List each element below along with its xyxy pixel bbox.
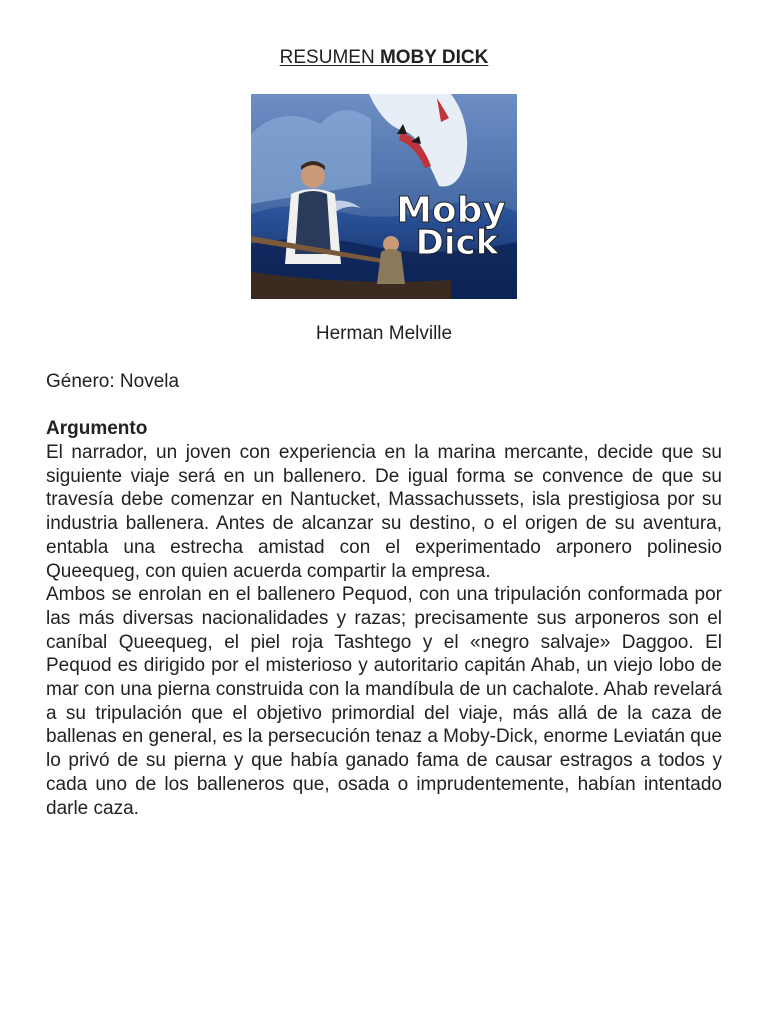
title-bold: MOBY DICK (379, 47, 489, 68)
document-page (46, 0, 722, 1024)
author-name: Herman Melville (315, 323, 453, 344)
paragraph-1: El narrador, un joven con experiencia en la marina mercante, decide que su siguiente viaje será en un ballenero. De igual forma se convence de que su travesía debe comenzar en Nantucket, Massachussets, isla prestigiosa por su industria ballenera. Antes de alcanzar su destino, o el origen de su aventura, entabla una estrecha amistad con el experimentado arponero polinesio Queequeg, con quien acuerda compartir la empresa. (46, 442, 722, 582)
document-title (46, 46, 722, 70)
poster-title-line2: Dick (415, 223, 499, 263)
poster-title-line1: Moby (396, 190, 506, 231)
section-heading-argumento: Argumento (46, 418, 148, 439)
movie-poster-image (251, 94, 517, 299)
genre-line: Género: Novela (46, 371, 180, 392)
paragraph-2: Ambos se enrolan en el ballenero Pequod, con una tripulación conformada por las más diversas nacionalidades y razas; precisamente sus arponeros son el caníbal Queequeg, el piel roja Tashtego y el «negro salvaje» Daggoo. El Pequod es dirigido por el misterioso y autoritario capitán Ahab, un viejo lobo de mar con una pierna construida con la mandíbula de un cachalote. Ahab revelará a su tripulación que el objetivo primordial del viaje, más allá de la caza de ballenas en general, es la persecución tenaz a Moby-Dick, enorme Leviatán que lo privó de su pierna y que había ganado fama de causar estragos a todos y cada uno de los balleneros que, osada o imprudentemente, habían intentado darle caza. (46, 584, 722, 819)
title-prefix: RESUMEN (279, 47, 380, 68)
argument-body (46, 441, 722, 820)
